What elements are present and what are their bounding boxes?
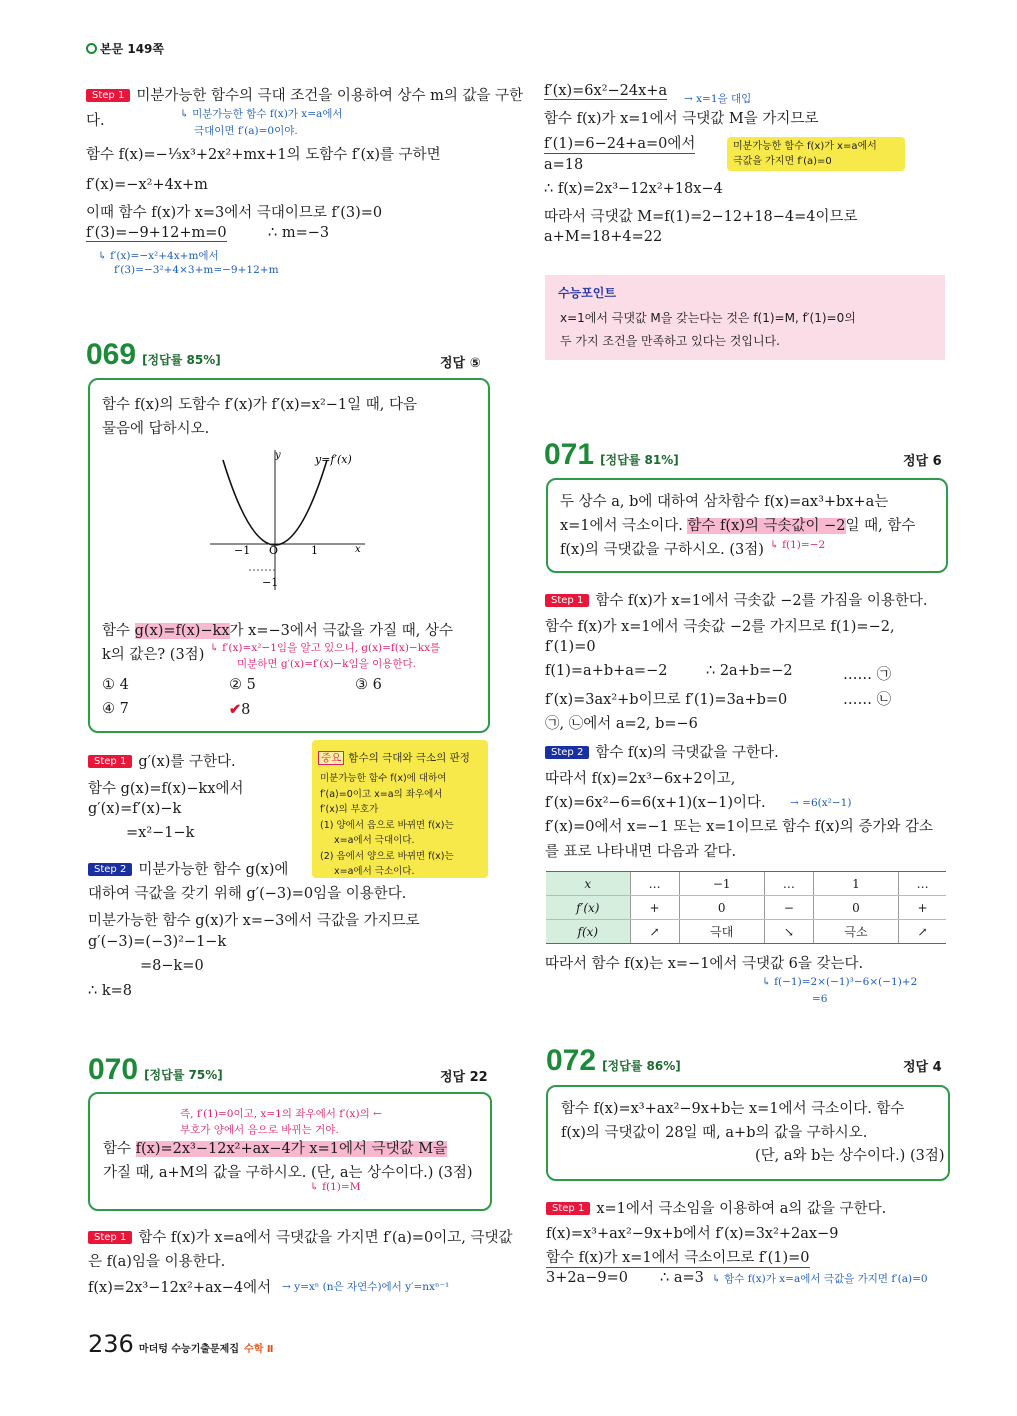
problem-069-header xyxy=(86,338,221,372)
table-cell: ↘ xyxy=(764,920,813,944)
solution-line: 함수 g(x)=f(x)−kx에서 xyxy=(88,781,244,797)
step-text: 함수 f(x)가 x=1에서 극솟값 −2를 가짐을 이용한다. xyxy=(595,593,928,609)
table-row xyxy=(546,896,946,920)
table-cell: ↗ xyxy=(899,920,946,944)
step-text-cont: 다. xyxy=(86,113,105,129)
tip-line: (1) 양에서 음으로 바뀌면 f(x)는 xyxy=(320,819,454,831)
solution-line: f(1)=a+b+a=−2 xyxy=(545,663,668,679)
step1-badge: Step 1 xyxy=(546,1202,590,1215)
correct-rate: [정답률 75%] xyxy=(144,1068,223,1082)
solution-line: f′(x)=0에서 x=−1 또는 x=1이므로 함수 f(x)의 증가와 감소 xyxy=(545,819,934,835)
important-badge: 중요 xyxy=(318,751,344,765)
equation-mark: …… ㉠ xyxy=(843,667,892,683)
tip-line: x=a에서 극대이다. xyxy=(334,835,415,846)
note-text: 함수 f(x)가 x=a에서 극값을 가지면 f′(a)=0 xyxy=(724,1273,928,1285)
solution-line: ∴ a=3 xyxy=(660,1270,704,1286)
solution-line: 를 표로 나타내면 다음과 같다. xyxy=(545,844,737,860)
solution-line: f′(x)=6x²−24x+a xyxy=(544,83,668,99)
solution-line: g′(−3)=(−3)²−1−k xyxy=(88,934,227,950)
note-text: f′(x)=−x²+4x+m에서 xyxy=(110,250,219,262)
table-row xyxy=(546,872,946,896)
note-text: 극대이면 f′(a)=0이야. xyxy=(194,125,298,137)
note: → y=xⁿ (n은 자연수)에서 y′=nxⁿ⁻¹ xyxy=(282,1281,450,1293)
note-text: f′(x)=x²−1임을 알고 있으니, g(x)=f(x)−kx를 xyxy=(222,642,441,654)
step-text: 미분가능한 함수 g(x)에 xyxy=(138,862,289,878)
question-text: f(x)의 극댓값을 구하시오. (3점) xyxy=(560,542,764,558)
step-text: 함수 f(x)의 극댓값을 구한다. xyxy=(595,745,779,761)
choice-5[interactable] xyxy=(229,701,250,718)
highlight: 함수 f(x)의 극솟값이 −2 xyxy=(687,518,846,534)
solution-line: =8−k=0 xyxy=(140,958,204,974)
table-cell: 0 xyxy=(813,896,898,920)
solution-line: f′(x)=3ax²+b이므로 f′(1)=3a+b=0 xyxy=(545,692,788,708)
tip-title-text: 함수의 극대와 극소의 판정 xyxy=(348,752,470,764)
table-cell: 1 xyxy=(813,872,898,896)
solution-line: 함수 f(x)가 x=1에서 극소이므로 f′(1)=0 xyxy=(546,1246,810,1268)
note-text: f(1)=−2 xyxy=(782,539,826,551)
note: ↳ f(−1)=2×(−1)³−6×(−1)+2 xyxy=(762,976,918,988)
y-label: y xyxy=(275,450,281,461)
note: ↳ 함수 f(x)가 x=a에서 극값을 가지면 f′(a)=0 xyxy=(712,1273,928,1285)
table-cell: −1 xyxy=(679,872,764,896)
conclusion: 따라서 함수 f(x)는 x=−1에서 극댓값 6을 갖는다. xyxy=(545,956,864,972)
choice-text: 8 xyxy=(241,702,251,718)
book-title: 마더텅 수능기출문제집 xyxy=(138,1344,239,1355)
text: 일 때, 함수 xyxy=(845,518,916,534)
tip-line: x=a에서 극소이다. xyxy=(334,866,415,877)
solution-line: f(x)=x³+ax²−9x+b에서 f′(x)=3x²+2ax−9 xyxy=(546,1226,839,1242)
solution-line: 함수 f(x)가 x=1에서 극댓값 M을 가지므로 xyxy=(544,111,819,127)
footer xyxy=(88,1330,273,1358)
step1-row xyxy=(86,84,523,105)
subject: 수학 Ⅱ xyxy=(244,1344,274,1355)
tip-line: 극값을 가지면 f′(a)=0 xyxy=(733,156,832,167)
tip-line: 미분가능한 함수 f(x)에 대하여 xyxy=(320,773,447,784)
tip-line: (2) 음에서 양으로 바뀌면 f(x)는 xyxy=(320,850,454,862)
solution-line: f′(1)=0 xyxy=(545,639,596,655)
solution-line: 따라서 극댓값 M=f(1)=2−12+18−4=4이므로 xyxy=(544,209,858,225)
table-cell: x xyxy=(546,872,630,896)
origin-label: O xyxy=(269,544,279,557)
question-text: 함수 f(x)=x³+ax²−9x+b는 x=1에서 극소이다. 함수 xyxy=(561,1101,905,1117)
step2-badge: Step 2 xyxy=(545,746,589,759)
solution-line: a+M=18+4=22 xyxy=(544,229,663,245)
problem-number: 071 xyxy=(544,438,595,471)
step1-badge: Step 1 xyxy=(86,89,130,102)
step2-row xyxy=(88,858,288,879)
tip-line: f′(x)의 부호가 xyxy=(320,804,379,815)
solution-line: ∴ 2a+b=−2 xyxy=(706,663,793,679)
question-text xyxy=(103,1137,447,1158)
tip-line: 미분가능한 함수 f(x)가 x=a에서 xyxy=(733,141,877,152)
answer: 정답 ⑤ xyxy=(440,356,481,371)
solution-line: f′(3)=−9+12+m=0 xyxy=(86,225,227,241)
correct-rate: [정답률 85%] xyxy=(142,353,221,367)
table-row xyxy=(546,920,946,944)
tip-body xyxy=(320,771,454,880)
text: 함수 xyxy=(102,623,135,639)
ref-text: 본문 149쪽 xyxy=(100,42,165,56)
step1-badge: Step 1 xyxy=(88,1231,132,1244)
x-label: x xyxy=(355,544,361,555)
note: 즉, f′(1)=0이고, x=1의 좌우에서 f′(x)의 ← xyxy=(180,1108,382,1120)
text: 함수 xyxy=(103,1141,136,1157)
note-text: =6(x²−1) xyxy=(802,797,852,809)
note: ↳ f(1)=M xyxy=(310,1181,361,1193)
table-cell: + xyxy=(899,896,946,920)
question-text xyxy=(560,514,915,535)
note: ↳ f′(x)=x²−1임을 알고 있으니, g(x)=f(x)−kx를 xyxy=(210,642,441,654)
equation-mark: …… ㉡ xyxy=(843,692,892,708)
solution-line: 미분가능한 함수 g(x)가 x=−3에서 극값을 가지므로 xyxy=(88,913,420,929)
note-text: 부호가 양에서 음으로 바뀌는 거야. xyxy=(180,1124,339,1136)
sign-table xyxy=(546,871,946,944)
note-text: 미분하면 g′(x)=f′(x)−k임을 이용한다. xyxy=(237,658,417,670)
question-text: 함수 f(x)의 도함수 f′(x)가 f′(x)=x²−1일 때, 다음 xyxy=(102,397,418,413)
problem-number: 070 xyxy=(88,1053,139,1086)
circle-icon xyxy=(86,43,97,54)
table-cell: + xyxy=(630,896,679,920)
problem-number: 072 xyxy=(546,1044,597,1077)
step-text: 미분가능한 함수의 극대 조건을 이용하여 상수 m의 값을 구한 xyxy=(136,88,524,104)
answer: 정답 6 xyxy=(903,454,942,469)
step1-badge: Step 1 xyxy=(545,594,589,607)
step2-badge: Step 2 xyxy=(88,863,132,876)
solution-line: 3+2a−9=0 xyxy=(546,1270,628,1286)
problem-072-header xyxy=(546,1044,681,1078)
note-text: x=1을 대입 xyxy=(696,93,752,105)
note: ↳ 미분가능한 함수 f(x)가 x=a에서 xyxy=(180,108,343,120)
note-text: y=xⁿ (n은 자연수)에서 y′=nxⁿ⁻¹ xyxy=(294,1281,450,1293)
derivative-graph xyxy=(205,440,375,600)
table-cell: … xyxy=(630,872,679,896)
function-label: y=f′(x) xyxy=(315,453,352,466)
note: → =6(x²−1) xyxy=(790,797,852,809)
choice-4[interactable]: ④ 7 xyxy=(102,701,129,717)
note-text: =6 xyxy=(812,993,828,1005)
solution-line: =x²−1−k xyxy=(126,825,195,841)
correct-rate: [정답률 86%] xyxy=(602,1059,681,1073)
checkmark-icon: ✔ xyxy=(229,701,242,718)
page-reference xyxy=(86,40,164,57)
table-cell: − xyxy=(764,896,813,920)
table-cell: … xyxy=(899,872,946,896)
tick-label: −1 xyxy=(234,544,251,557)
solution-line: f(x)=2x³−12x²+ax−4에서 xyxy=(88,1280,272,1296)
note-text: f′(3)=−3²+4×3+m=−9+12+m xyxy=(114,264,279,276)
choice-2[interactable]: ② 5 xyxy=(229,677,256,693)
answer: 정답 4 xyxy=(903,1060,942,1075)
note: → x=1을 대입 xyxy=(684,93,752,105)
point-line: 두 가지 조건을 만족하고 있다는 것입니다. xyxy=(560,334,780,348)
solution-line: 대하여 극값을 갖기 위해 g′(−3)=0임을 이용한다. xyxy=(88,886,407,902)
table-cell: 0 xyxy=(679,896,764,920)
question-text: 물음에 답하시오. xyxy=(102,421,210,437)
step1-row xyxy=(88,1226,513,1247)
step1-row xyxy=(546,1197,886,1218)
table-cell: 극소 xyxy=(813,920,898,944)
table-cell: f(x) xyxy=(546,920,630,944)
solution-line: 이때 함수 f(x)가 x=3에서 극대이므로 f′(3)=0 xyxy=(86,205,383,221)
solution-line: f′(x)=6x²−6=6(x+1)(x−1)이다. xyxy=(545,795,766,811)
answer: 정답 22 xyxy=(440,1070,488,1085)
solution-line: 함수 f(x)=−⅓x³+2x²+mx+1의 도함수 f′(x)를 구하면 xyxy=(86,147,441,163)
highlight: f(x)=2x³−12x²+ax−4가 x=1에서 극댓값 M을 xyxy=(135,1141,448,1157)
step2-row xyxy=(545,741,779,762)
solution-line: f′(1)=6−24+a=0에서 xyxy=(544,132,695,154)
text: x=1에서 극소이다. xyxy=(560,518,688,534)
solution-line: 함수 f(x)가 x=1에서 극솟값 −2를 가지므로 f(1)=−2, xyxy=(545,619,895,635)
problem-number: 069 xyxy=(86,338,137,371)
solution-line: f′(x)=−x²+4x+m xyxy=(86,177,208,193)
solution-line: ∴ m=−3 xyxy=(268,225,330,241)
solution-line: g′(x)=f′(x)−k xyxy=(88,801,182,817)
step-text: 함수 f(x)가 x=a에서 극댓값을 가지면 f′(a)=0이고, 극댓값 xyxy=(138,1230,513,1246)
tick-label: 1 xyxy=(311,544,318,557)
note: ↳ f(1)=−2 xyxy=(770,539,826,551)
point-title: 수능포인트 xyxy=(558,286,616,300)
question-text: 가질 때, a+M의 값을 구하시오. (단, a는 상수이다.) (3점) xyxy=(103,1165,473,1181)
step-text: g′(x)를 구한다. xyxy=(138,754,236,770)
table-cell: … xyxy=(764,872,813,896)
question-text: (단, a와 b는 상수이다.) (3점) xyxy=(755,1148,945,1164)
step1-badge: Step 1 xyxy=(88,755,132,768)
note-text: 미분가능한 함수 f(x)가 x=a에서 xyxy=(192,108,343,120)
question-text: f(x)의 극댓값이 28일 때, a+b의 값을 구하시오. xyxy=(561,1125,868,1141)
step-text-cont: 은 f(a)임을 이용한다. xyxy=(88,1254,226,1270)
solution-line: ∴ k=8 xyxy=(88,983,132,999)
tip-box xyxy=(727,137,905,171)
question-text: k의 값은? (3점) xyxy=(102,647,205,663)
problem-071-header xyxy=(544,438,679,472)
step1-row xyxy=(88,750,236,771)
note: ↳ f′(x)=−x²+4x+m에서 xyxy=(98,250,219,262)
point-line: x=1에서 극댓값 M을 갖는다는 것은 f(1)=M, f′(1)=0의 xyxy=(560,311,856,325)
choice-3[interactable]: ③ 6 xyxy=(355,677,382,693)
solution-line: ㉠, ㉡에서 a=2, b=−6 xyxy=(545,716,698,732)
tip-title xyxy=(318,750,470,765)
tip-line: f′(a)=0이고 x=a의 좌우에서 xyxy=(320,788,443,800)
highlight: g(x)=f(x)−kx xyxy=(134,623,230,639)
note-text: 즉, f′(1)=0이고, x=1의 좌우에서 f′(x)의 xyxy=(180,1108,370,1120)
solution-line: 따라서 f(x)=2x³−6x+2이고, xyxy=(545,771,736,787)
solution-line: ∴ f(x)=2x³−12x²+18x−4 xyxy=(544,181,723,197)
step-text: x=1에서 극소임을 이용하여 a의 값을 구한다. xyxy=(596,1201,887,1217)
solution-line: a=18 xyxy=(544,157,584,173)
question-text xyxy=(102,619,453,640)
y-intercept-label: −1 xyxy=(262,576,279,589)
page-number: 236 xyxy=(88,1330,134,1358)
table-cell: f′(x) xyxy=(546,896,630,920)
text: 가 x=−3에서 극값을 가질 때, 상수 xyxy=(229,623,453,639)
note-text: f(1)=M xyxy=(322,1181,361,1193)
choice-1[interactable]: ① 4 xyxy=(102,677,129,693)
correct-rate: [정답률 81%] xyxy=(600,453,679,467)
question-text: 두 상수 a, b에 대하여 삼차함수 f(x)=ax³+bx+a는 xyxy=(560,494,889,510)
step1-row xyxy=(545,589,927,610)
problem-070-header xyxy=(88,1053,223,1087)
table-cell: 극대 xyxy=(679,920,764,944)
table-cell: ↗ xyxy=(630,920,679,944)
note-text: f(−1)=2×(−1)³−6×(−1)+2 xyxy=(774,976,918,988)
